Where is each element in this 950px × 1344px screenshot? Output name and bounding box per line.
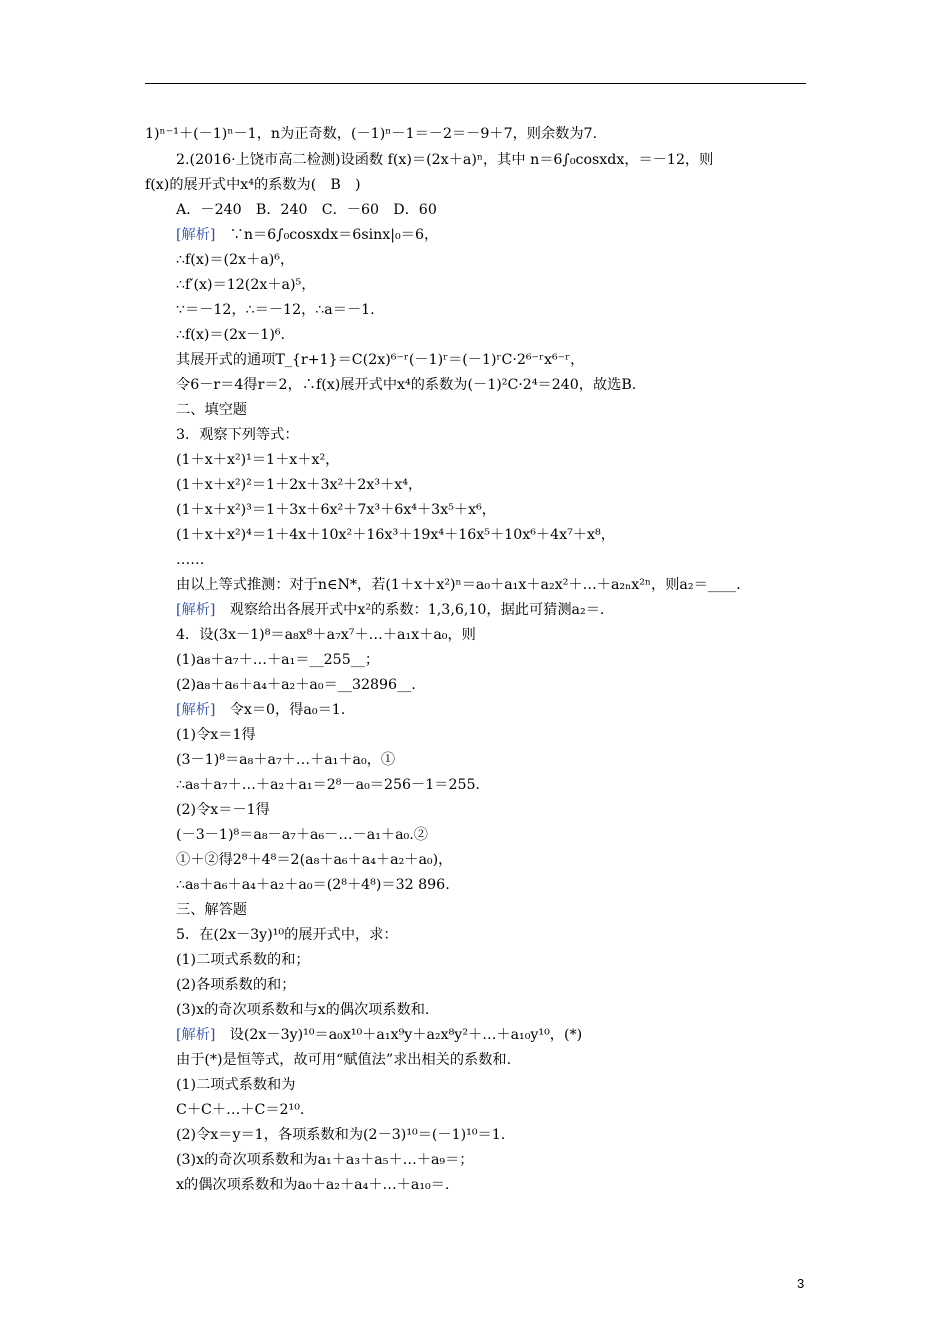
line-text: 令x＝0，得a₀＝1. xyxy=(215,702,346,718)
text-line xyxy=(176,450,339,470)
line-text: 3．观察下列等式： xyxy=(176,427,299,443)
line-text: (3)x的奇次项系数和为a₁＋a₃＋a₅＋…＋a₉＝； xyxy=(176,1152,474,1168)
header-rule xyxy=(145,83,806,84)
line-text: (1)a₈＋a₇＋…＋a₁＝__255__； xyxy=(176,652,380,668)
line-text: (1＋x＋x²)⁴＝1＋4x＋10x²＋16x³＋19x⁴＋16x⁵＋10x⁶＋4x⁷＋x⁸， xyxy=(176,527,615,543)
text-line xyxy=(176,900,247,920)
line-text: (2)各项系数的和； xyxy=(176,977,296,993)
line-text: f(x)的展开式中x⁴的系数为( B ) xyxy=(145,177,361,193)
text-line xyxy=(176,375,636,395)
text-line xyxy=(176,425,299,445)
text-line xyxy=(176,475,422,495)
line-text: (3－1)⁸＝a₈＋a₇＋…＋a₁＋a₀，① xyxy=(176,752,396,768)
line-text: 令6－r＝4得r＝2，∴f(x)展开式中x⁴的系数为(－1)²C·2⁴＝240，故选B. xyxy=(176,377,637,393)
text-line xyxy=(176,1050,511,1070)
text-line xyxy=(176,600,604,620)
text-line xyxy=(176,850,452,870)
text-line xyxy=(145,124,597,144)
text-line xyxy=(176,200,437,220)
text-line xyxy=(176,400,247,420)
line-text: ∴a₈＋a₆＋a₄＋a₂＋a₀＝(2⁸＋4⁸)＝32 896. xyxy=(176,877,450,893)
line-text: (1＋x＋x²)³＝1＋3x＋6x²＋7x³＋6x⁴＋3x⁵＋x⁶， xyxy=(176,502,496,518)
text-line xyxy=(176,500,496,520)
text-line xyxy=(176,575,741,595)
line-text: ①＋②得2⁸＋4⁸＝2(a₈＋a₆＋a₄＋a₂＋a₀)， xyxy=(176,852,453,868)
line-text: C＋C＋…＋C＝2¹⁰. xyxy=(176,1102,305,1118)
line-text: (1)二项式系数和为 xyxy=(176,1077,296,1093)
text-line xyxy=(176,1025,582,1045)
text-line xyxy=(176,1075,295,1095)
text-line xyxy=(176,700,345,720)
line-text: (1＋x＋x²)¹＝1＋x＋x²， xyxy=(176,452,340,468)
page-number: 3 xyxy=(797,1276,805,1291)
line-text: 其展开式的通项T_{r+1}＝C(2x)⁶⁻ʳ(－1)ʳ＝(－1)ʳC·2⁶⁻ʳx⁶⁻ʳ， xyxy=(176,352,585,368)
text-line xyxy=(176,350,584,370)
text-line xyxy=(176,550,204,570)
text-line xyxy=(176,150,713,170)
analysis-tag: [解析] xyxy=(176,702,216,718)
text-line xyxy=(176,525,615,545)
text-line xyxy=(145,175,361,195)
line-text: ∴f′(x)＝12(2x＋a)⁵， xyxy=(176,277,316,293)
line-text: 1)ⁿ⁻¹＋(－1)ⁿ－1，n为正奇数，(－1)ⁿ－1＝－2＝－9＋7，则余数为7. xyxy=(145,126,598,142)
text-line xyxy=(176,950,310,970)
line-text: A．－240 B．240 C．－60 D．60 xyxy=(176,202,437,218)
line-text: ∴a₈＋a₇＋…＋a₂＋a₁＝2⁸－a₀＝256－1＝255. xyxy=(176,777,481,793)
text-line xyxy=(176,925,398,945)
line-text: 由于(*)是恒等式，故可用“赋值法”求出相关的系数和. xyxy=(176,1052,512,1068)
text-line xyxy=(176,750,395,770)
line-text: ∴f(x)＝(2x＋a)⁶， xyxy=(176,252,295,268)
line-text: ∵＝－12，∴＝－12，∴a＝－1. xyxy=(176,302,375,318)
text-line xyxy=(176,825,428,845)
text-line xyxy=(176,325,285,345)
line-text: (3)x的奇次项系数和与x的偶次项系数和. xyxy=(176,1002,430,1018)
line-text: 观察给出各展开式中x²的系数：1,3,6,10，据此可猜测a₂＝. xyxy=(215,602,605,618)
text-line xyxy=(176,800,270,820)
text-line xyxy=(176,650,379,670)
line-text: (2)令x＝－1得 xyxy=(176,802,270,818)
text-line xyxy=(176,975,295,995)
text-line xyxy=(176,225,438,245)
line-text: …… xyxy=(176,552,205,568)
line-text: (1＋x＋x²)²＝1＋2x＋3x²＋2x³＋x⁴， xyxy=(176,477,423,493)
text-line xyxy=(176,1150,474,1170)
text-line xyxy=(176,725,256,745)
line-text: (1)令x＝1得 xyxy=(176,727,256,743)
analysis-tag: [解析] xyxy=(176,1027,216,1043)
text-line xyxy=(176,625,476,645)
text-line xyxy=(176,1100,304,1120)
text-line xyxy=(176,775,480,795)
text-line xyxy=(176,675,416,695)
text-line xyxy=(176,1175,449,1195)
line-text: 4．设(3x－1)⁸＝a₈x⁸＋a₇x⁷＋…＋a₁x＋a₀，则 xyxy=(176,627,476,643)
line-text: 5．在(2x－3y)¹⁰的展开式中，求： xyxy=(176,927,398,943)
text-line xyxy=(176,250,294,270)
line-text: ∴f(x)＝(2x－1)⁶. xyxy=(176,327,286,343)
text-line xyxy=(176,1125,505,1145)
text-line xyxy=(176,875,450,895)
line-text: (1)二项式系数的和； xyxy=(176,952,310,968)
line-text: (－3－1)⁸＝a₈－a₇＋a₆－…－a₁＋a₀.② xyxy=(176,827,428,843)
text-line xyxy=(176,1000,429,1020)
line-text: 2.(2016·上饶市高二检测)设函数 f(x)＝(2x＋a)ⁿ，其中 n＝6∫₀cosxdx，＝－12，则 xyxy=(176,152,714,168)
line-text: 设(2x－3y)¹⁰＝a₀x¹⁰＋a₁x⁹y＋a₂x⁸y²＋…＋a₁₀y¹⁰，(*) xyxy=(215,1027,583,1043)
analysis-tag: [解析] xyxy=(176,227,216,243)
line-text: 三、解答题 xyxy=(176,902,247,918)
text-line xyxy=(176,300,375,320)
line-text: 二、填空题 xyxy=(176,402,247,418)
analysis-tag: [解析] xyxy=(176,602,216,618)
line-text: ∵n＝6∫₀cosxdx＝6sinx|₀＝6， xyxy=(215,227,439,243)
text-line xyxy=(176,275,315,295)
line-text: (2)a₈＋a₆＋a₄＋a₂＋a₀＝__32896__. xyxy=(176,677,416,693)
line-text: x的偶次项系数和为a₀＋a₂＋a₄＋…＋a₁₀＝. xyxy=(176,1177,450,1193)
line-text: (2)令x＝y＝1，各项系数和为(2－3)¹⁰＝(－1)¹⁰＝1. xyxy=(176,1127,506,1143)
line-text: 由以上等式推测：对于n∈N*，若(1＋x＋x²)ⁿ＝a₀＋a₁x＋a₂x²＋…＋a₂ₙx²ⁿ，则a₂＝____. xyxy=(176,577,741,593)
